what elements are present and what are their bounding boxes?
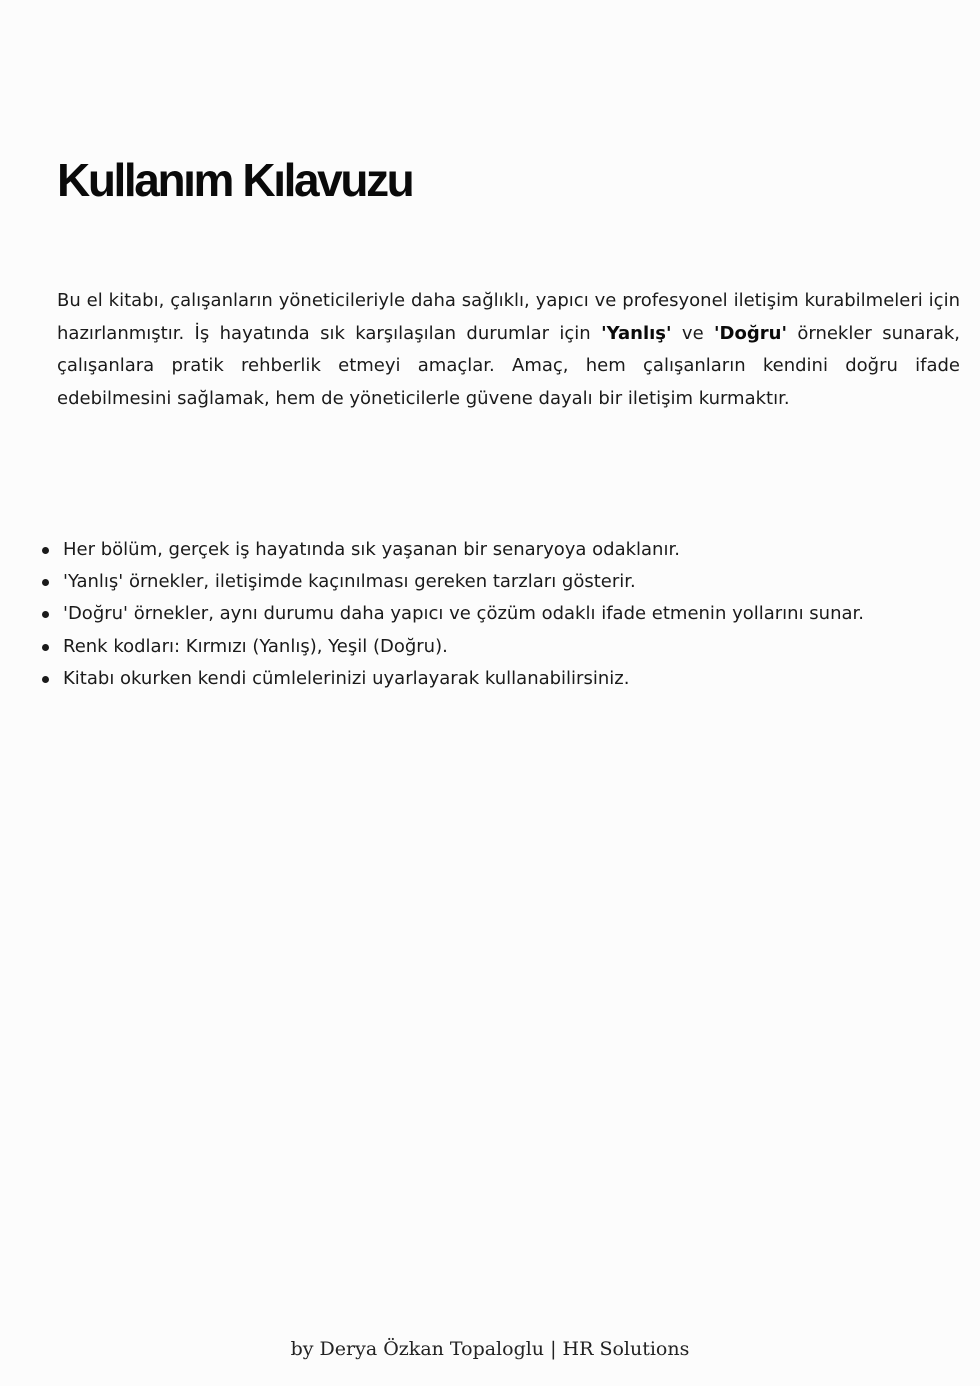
footer-credit: by Derya Özkan Topaloglu | HR Solutions [290, 1338, 690, 1360]
guide-bullet-list [40, 534, 970, 695]
intro-text-3: örnekler sunarak, çalışanlara pratik rehberlik etmeyi amaçlar. Amaç, hem çalışanların kendini doğru ifade edebilmesini sağlamak, hem de yöneticilerle güvene dayalı bir iletişim kurmaktır. [57, 322, 961, 410]
list-item-text: Kitabı okurken kendi cümlelerinizi uyarlayarak kullanabilirsiniz. [63, 667, 630, 689]
list-item [40, 598, 970, 630]
list-item [40, 534, 970, 566]
list-item [40, 631, 970, 663]
list-item-text: Renk kodları: Kırmızı (Yanlış), Yeşil (Doğru). [63, 635, 448, 657]
intro-text-1: Bu el kitabı, çalışanların yöneticileriyle daha sağlıklı, yapıcı ve profesyonel iletişim kurabilmeleri için hazırlanmıştır. İş hayatında sık karşılaşılan durumlar için [57, 290, 960, 344]
bullet-icon [42, 547, 49, 554]
list-item-text: 'Yanlış' örnekler, iletişimde kaçınılması gereken tarzları gösterir. [63, 571, 636, 593]
bullet-icon [42, 579, 49, 586]
intro-paragraph [57, 285, 960, 416]
intro-bold-right: 'Doğru' [714, 322, 787, 344]
intro-bold-wrong: 'Yanlış' [601, 322, 672, 344]
bullet-icon [42, 676, 49, 683]
list-item [40, 663, 970, 695]
intro-text-2: ve [671, 322, 715, 344]
page-title: Kullanım Kılavuzu [57, 154, 413, 206]
list-item-text: Her bölüm, gerçek iş hayatında sık yaşanan bir senaryoya odaklanır. [63, 539, 680, 560]
bullet-icon [42, 644, 49, 651]
bullet-icon [42, 611, 49, 618]
list-item [40, 566, 970, 598]
list-item-text: 'Doğru' örnekler, aynı durumu daha yapıcı ve çözüm odaklı ifade etmenin yollarını sunar. [63, 603, 864, 625]
